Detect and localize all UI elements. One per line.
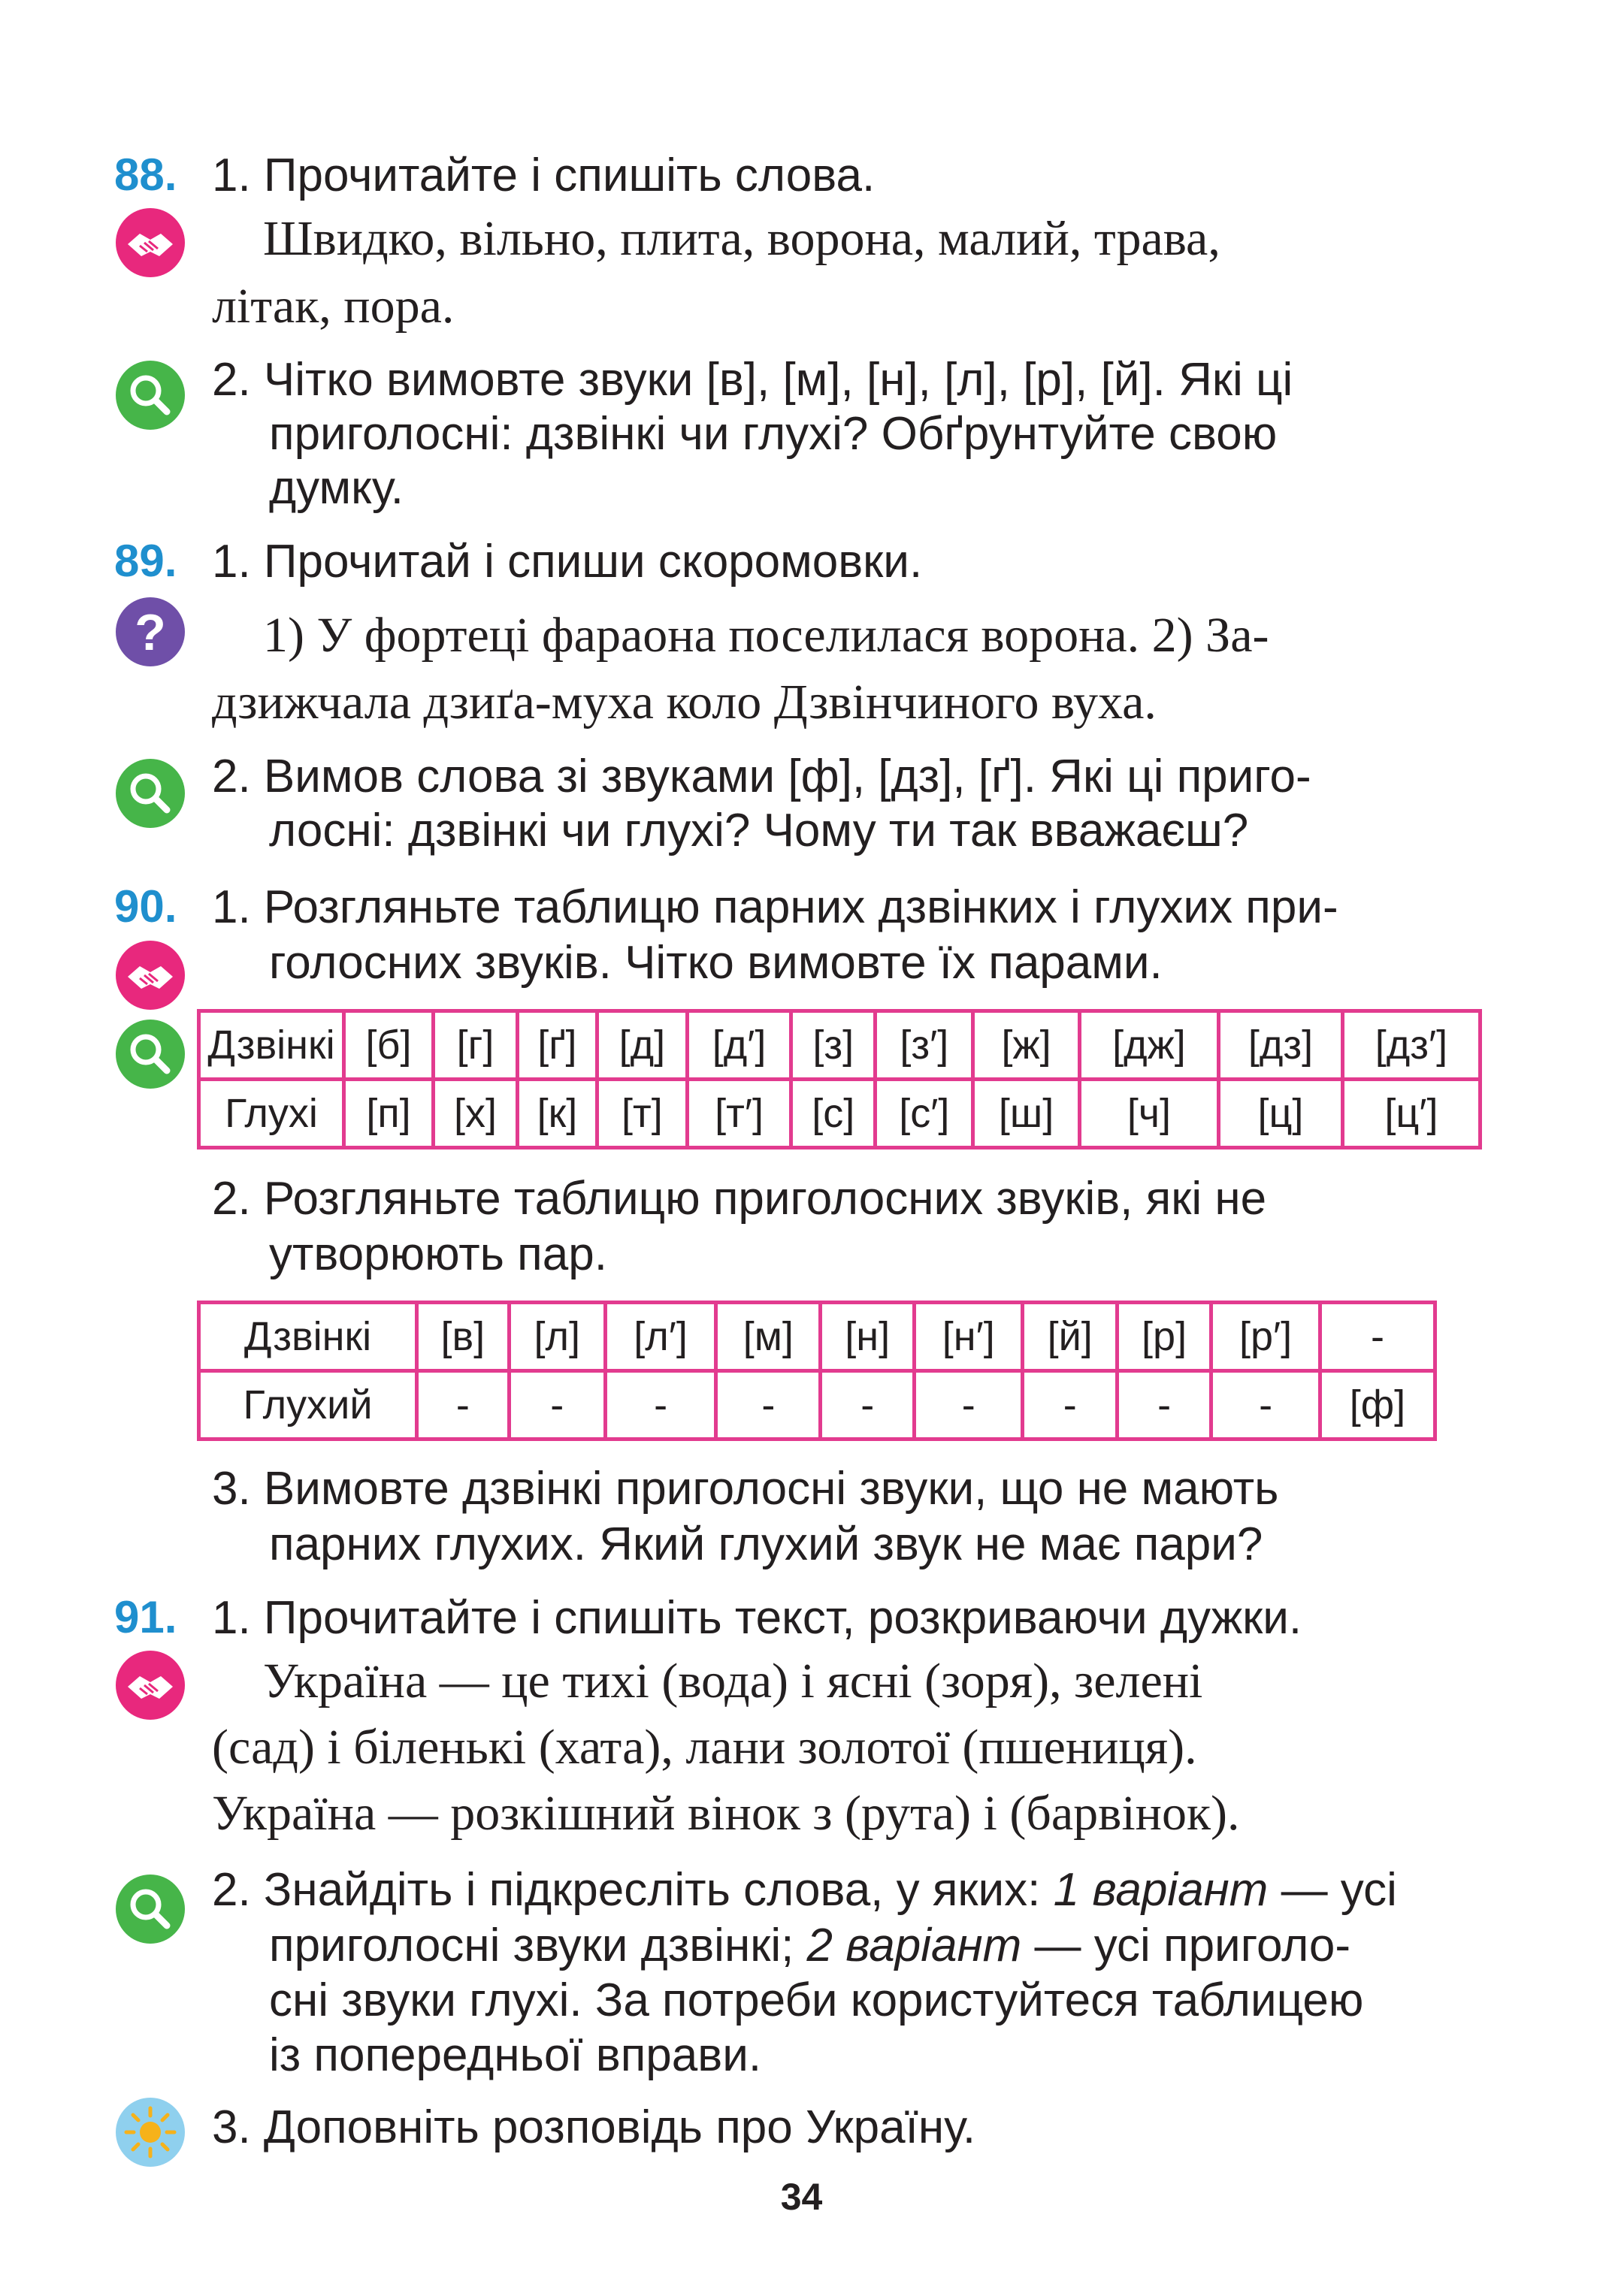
task-text-part: — усі xyxy=(1268,1864,1397,1916)
task-text xyxy=(212,1863,1397,1917)
exercise-number: 91. xyxy=(114,1592,177,1642)
task-text-part: 2. Знайдіть і підкресліть слова, у яких: xyxy=(212,1864,1054,1916)
table-cell: [т] xyxy=(597,1080,687,1148)
task-text xyxy=(269,1919,1350,1973)
table-cell: [д] xyxy=(597,1011,687,1080)
task-text: 1. Прочитай і спиши скоромовки. xyxy=(212,536,923,588)
table-cell: [з] xyxy=(791,1011,876,1080)
task-text: парних глухих. Який глухий звук не має пари? xyxy=(269,1518,1263,1570)
paired-consonants-table xyxy=(197,1009,1482,1150)
page-number: 34 xyxy=(780,2176,823,2218)
table-cell: [т′] xyxy=(687,1080,791,1148)
table-cell: [дз] xyxy=(1219,1011,1343,1080)
table-cell: [л′] xyxy=(605,1303,716,1371)
table-cell: [д′] xyxy=(687,1011,791,1080)
table-cell: [ґ] xyxy=(517,1011,597,1080)
table-cell: [й] xyxy=(1023,1303,1118,1371)
magnifier-icon xyxy=(114,1873,186,1945)
task-text: 3. Вимовте дзвінкі приголосні звуки, що не мають xyxy=(212,1463,1279,1515)
task-text: думку. xyxy=(269,462,404,514)
task-text: голосних звуків. Чітко вимовте їх парами. xyxy=(269,937,1163,989)
table-row-voiced xyxy=(199,1011,1481,1080)
task-text: 2. Чітко вимовте звуки [в], [м], [н], [л], [р], [й]. Які ці xyxy=(212,354,1293,406)
task-text: 2. Вимов слова зі звуками [ф], [дз], [ґ]. Які ці приго- xyxy=(212,751,1311,802)
task-text: 2. Розгляньте таблицю приголосних звуків, які не xyxy=(212,1173,1267,1225)
exercise-number: 88. xyxy=(114,150,177,200)
magnifier-icon xyxy=(114,359,186,431)
magnifier-icon xyxy=(114,1018,186,1090)
task-text: лосні: дзвінкі чи глухі? Чому ти так вважаєш? xyxy=(269,805,1249,856)
question-icon xyxy=(114,596,186,668)
table-cell: [ч] xyxy=(1079,1080,1218,1148)
table-cell: [с′] xyxy=(876,1080,973,1148)
table-cell: [л] xyxy=(509,1303,605,1371)
exercise-number: 89. xyxy=(114,536,177,586)
table-cell: [ц] xyxy=(1219,1080,1343,1148)
table-cell: [х] xyxy=(434,1080,518,1148)
task-text: 1. Прочитайте і спишіть текст, розкриваючи дужки. xyxy=(212,1592,1302,1644)
magnifier-icon xyxy=(114,757,186,829)
row-label: Дзвінкі xyxy=(199,1011,344,1080)
task-text: сні звуки глухі. За потреби користуйтеся таблицею xyxy=(269,1974,1364,2026)
table-cell: [н′] xyxy=(915,1303,1023,1371)
table-cell: - xyxy=(716,1371,821,1440)
table-cell: [в] xyxy=(417,1303,510,1371)
exercise-number: 90. xyxy=(114,881,177,932)
task-text: приголосні: дзвінкі чи глухі? Обґрунтуйте свою xyxy=(269,408,1278,460)
task-text-part: — усі приголо- xyxy=(1021,1920,1351,1971)
handshake-icon xyxy=(114,939,186,1011)
table-row-voiced xyxy=(199,1303,1435,1371)
table-cell: [г] xyxy=(434,1011,518,1080)
row-label: Дзвінкі xyxy=(199,1303,417,1371)
table-cell: [с] xyxy=(791,1080,876,1148)
table-cell: [р′] xyxy=(1211,1303,1320,1371)
table-row-voiceless xyxy=(199,1371,1435,1440)
table-cell: - xyxy=(821,1371,915,1440)
row-label: Глухий xyxy=(199,1371,417,1440)
handshake-icon xyxy=(114,1649,186,1721)
table-cell: [п] xyxy=(344,1080,434,1148)
table-cell: [ф] xyxy=(1320,1371,1435,1440)
table-cell: [дз′] xyxy=(1342,1011,1480,1080)
sun-icon xyxy=(114,2096,186,2168)
row-label: Глухі xyxy=(199,1080,344,1148)
reading-text: Україна — розкішний вінок з (рута) і (барвінок). xyxy=(212,1786,1240,1841)
table-cell: [ц′] xyxy=(1342,1080,1480,1148)
variant-label: 2 варіант xyxy=(806,1920,1022,1971)
table-cell: [ш] xyxy=(973,1080,1079,1148)
table-cell: - xyxy=(1211,1371,1320,1440)
table-cell: [н] xyxy=(821,1303,915,1371)
table-cell: [м] xyxy=(716,1303,821,1371)
table-cell: [р] xyxy=(1117,1303,1211,1371)
reading-text: (сад) і біленькі (хата), лани золотої (пшениця). xyxy=(212,1720,1197,1775)
svg-text:?: ? xyxy=(135,604,166,661)
reading-text: літак, пора. xyxy=(212,279,455,334)
reading-text: Швидко, вільно, плита, ворона, малий, трава, xyxy=(263,211,1220,266)
task-text-part: приголосні звуки дзвінкі; xyxy=(269,1920,807,1971)
table-cell: - xyxy=(605,1371,716,1440)
reading-text: Україна — це тихі (вода) і ясні (зоря), зелені xyxy=(263,1654,1203,1708)
table-cell: - xyxy=(1320,1303,1435,1371)
table-row-voiceless xyxy=(199,1080,1481,1148)
table-cell: [з′] xyxy=(876,1011,973,1080)
unpaired-consonants-table xyxy=(197,1301,1437,1441)
task-text: утворюють пар. xyxy=(269,1228,607,1280)
task-text: 1. Розгляньте таблицю парних дзвінких і глухих при- xyxy=(212,881,1338,933)
table-cell: - xyxy=(1117,1371,1211,1440)
task-text: 3. Доповніть розповідь про Україну. xyxy=(212,2101,976,2153)
reading-text: 1) У фортеці фараона поселилася ворона. 2) За- xyxy=(263,608,1269,663)
task-text: 1. Прочитайте і спишіть слова. xyxy=(212,150,876,201)
table-cell: [ж] xyxy=(973,1011,1079,1080)
task-text: із попередньої вправи. xyxy=(269,2029,762,2081)
handshake-icon xyxy=(114,207,186,279)
reading-text: дзижчала дзиґа-муха коло Дзвінчиного вуха. xyxy=(212,675,1157,730)
table-cell: [к] xyxy=(517,1080,597,1148)
table-cell: [дж] xyxy=(1079,1011,1218,1080)
table-cell: [б] xyxy=(344,1011,434,1080)
table-cell: - xyxy=(915,1371,1023,1440)
table-cell: - xyxy=(417,1371,510,1440)
table-cell: - xyxy=(509,1371,605,1440)
variant-label: 1 варіант xyxy=(1053,1864,1269,1916)
table-cell: - xyxy=(1023,1371,1118,1440)
